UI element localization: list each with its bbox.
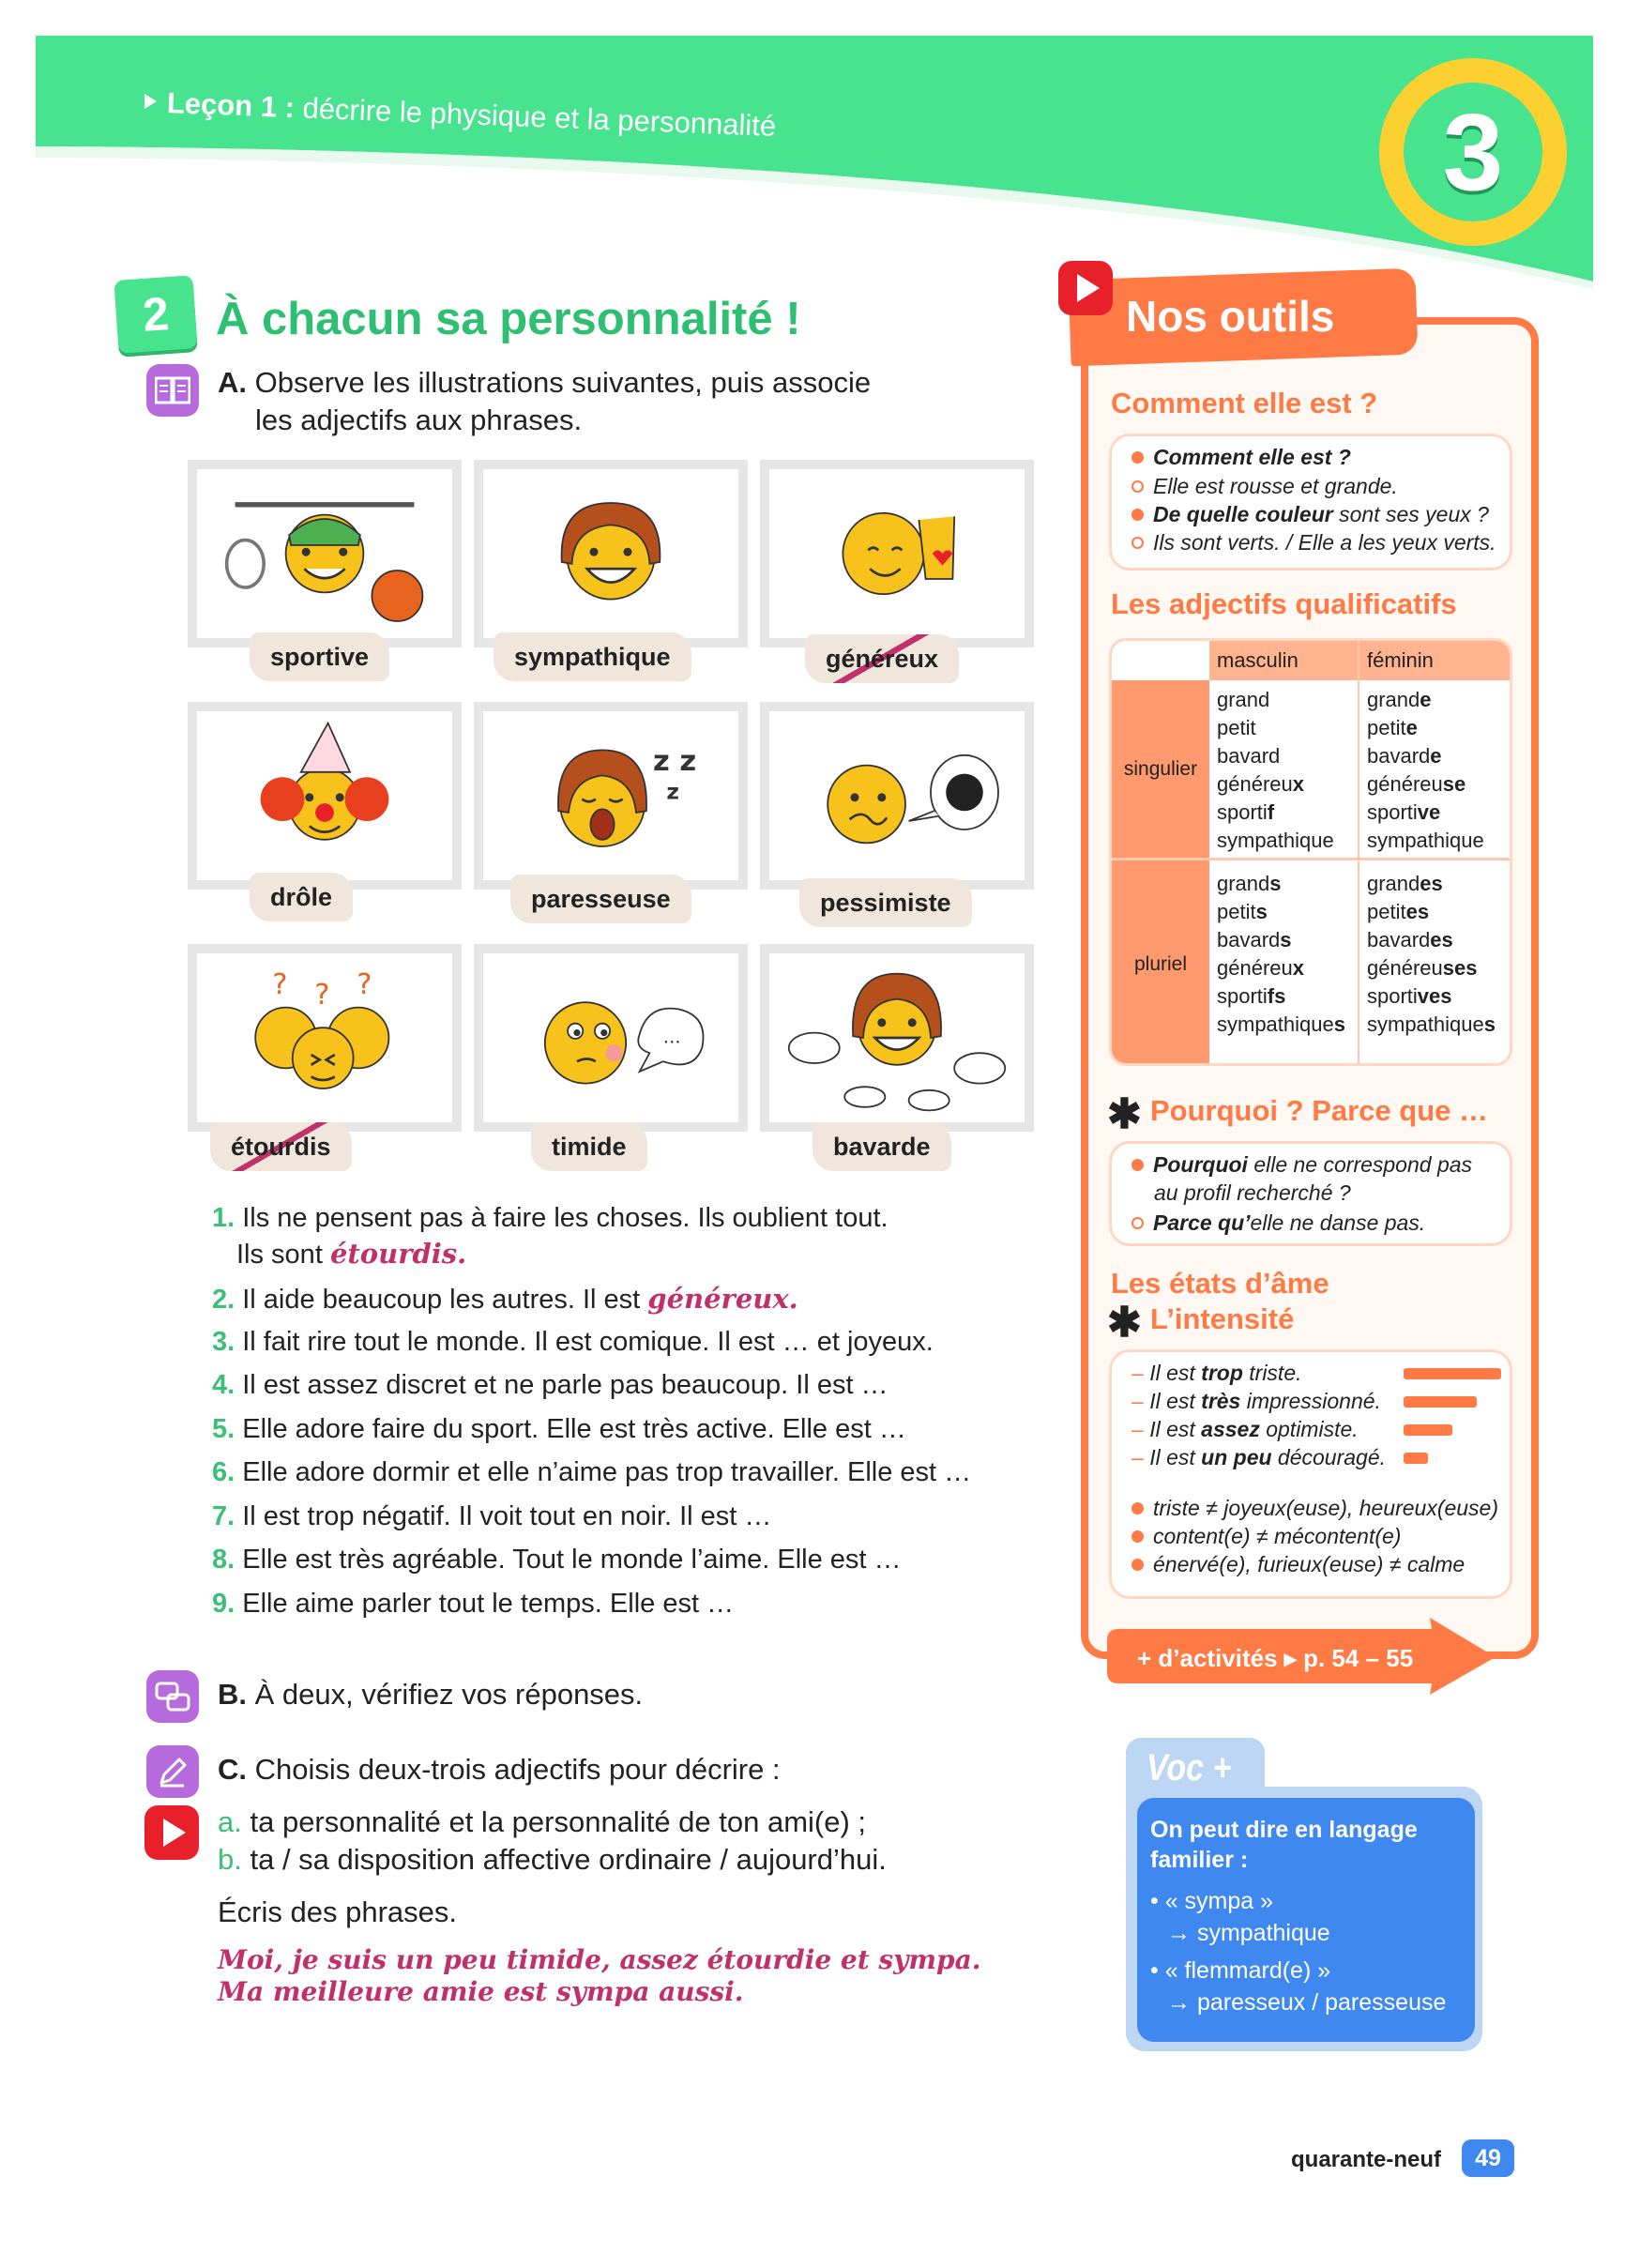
intensity-bar-4 (1404, 1453, 1428, 1464)
table-row-singulier: singulier (1112, 680, 1209, 859)
shy-face-icon (483, 953, 738, 1122)
adjective-form: grandes (1367, 872, 1443, 895)
lesson-label: Leçon 1 : (166, 86, 296, 125)
adjective-tag: sportive (250, 632, 389, 681)
section-title: À chacun sa personnalité ! (216, 294, 801, 344)
sentence-9: 9. Elle aime parler tout le temps. Elle est … (212, 1589, 735, 1619)
talkative-face-icon (769, 953, 1025, 1122)
pourquoi-line-1: Pourquoi elle ne correspond pas (1131, 1152, 1472, 1178)
svg-text:?: ? (272, 968, 288, 1002)
adjective-form: petits (1217, 900, 1268, 923)
adjective-tag: bavarde (812, 1122, 951, 1171)
adjective-tag: drôle (250, 873, 353, 921)
activity-a-line1: A. Observe les illustrations suivantes, puis associe (218, 366, 872, 399)
intensity-bar-2 (1404, 1396, 1477, 1408)
illustration-cell (474, 460, 748, 647)
pourquoi-line-3: Parce qu’elle ne danse pas. (1131, 1210, 1425, 1236)
header-banner (36, 36, 1593, 289)
adjective-form: sympathique (1367, 829, 1484, 852)
table-row-pluriel: pluriel (1112, 860, 1209, 1066)
intensite-heading: L’intensité (1150, 1302, 1295, 1335)
opposite-2: content(e) ≠ mécontent(e) (1131, 1524, 1401, 1549)
adjective-form: grands (1217, 872, 1282, 895)
sleepy-face-icon (483, 711, 738, 880)
adjective-form: sportives (1367, 984, 1452, 1008)
voc-meaning-2: → paresseux / paresseuse (1167, 1989, 1447, 2016)
comment-line-3: De quelle couleur sont ses yeux ? (1131, 502, 1489, 527)
adjective-form: bavarde (1367, 744, 1442, 768)
opposite-1: triste ≠ joyeux(euse), heureux(euse) (1131, 1496, 1498, 1521)
activity-a-line2: les adjectifs aux phrases. (255, 403, 583, 436)
intensity-bar-1 (1404, 1368, 1501, 1379)
answer-2: généreux. (647, 1283, 798, 1315)
sentence-1: 1. Ils ne pensent pas à faire les choses. Ils oublient tout. (212, 1203, 888, 1233)
example-line-1: Moi, je suis un peu timide, assez étourdie et sympa. (218, 1944, 981, 1975)
sentence-8: 8. Elle est très agréable. Tout le monde l’aime. Elle est … (212, 1545, 902, 1575)
video-play-icon[interactable] (144, 1805, 199, 1860)
adjective-form: généreuse (1367, 772, 1466, 796)
intensity-4: – Il est un peu découragé. (1131, 1445, 1387, 1469)
adjective-form: petit (1217, 716, 1256, 739)
sentence-4: 4. Il est assez discret et ne parle pas beaucoup. Il est … (212, 1370, 888, 1400)
activity-c-item-a: a. ta personnalité et la personnalité de ton ami(e) ; (218, 1805, 867, 1838)
adjectifs-heading: Les adjectifs qualificatifs (1111, 587, 1457, 620)
outils-play-icon[interactable] (1058, 261, 1113, 315)
adjective-form: bavards (1217, 928, 1292, 951)
voc-term-1: • « sympa » (1150, 1888, 1274, 1914)
athlete-face-icon (197, 469, 452, 638)
svg-text:?: ? (357, 968, 372, 1002)
adjective-form: sportifs (1217, 984, 1286, 1008)
adjectives-table (1109, 638, 1512, 1066)
adjective-form: grand (1217, 688, 1270, 711)
confused-faces-icon (197, 953, 452, 1122)
smiling-girl-face-icon (483, 469, 738, 638)
asterisk-icon: ✱ (1107, 1091, 1142, 1137)
adjective-tag: timide (531, 1122, 647, 1171)
adjective-form: généreuses (1367, 956, 1478, 980)
activity-c-write: Écris des phrases. (218, 1895, 457, 1928)
illustration-cell (188, 944, 462, 1132)
section-number: 2 (114, 275, 197, 354)
illustration-cell (188, 702, 462, 890)
adjective-form: généreux (1217, 772, 1304, 796)
intensity-2: – Il est très impressionné. (1131, 1389, 1381, 1413)
book-icon (146, 364, 199, 417)
adjective-form: sympathiques (1367, 1012, 1496, 1036)
activity-b: B. À deux, vérifiez vos réponses. (218, 1678, 644, 1711)
sentence-7: 7. Il est trop négatif. Il voit tout en noir. Il est … (212, 1501, 772, 1531)
adjective-form: généreux (1217, 956, 1304, 980)
intensity-1: – Il est trop triste. (1131, 1361, 1302, 1385)
comment-line-2: Elle est rousse et grande. (1131, 474, 1398, 499)
page-number-word: quarante-neuf (1291, 2147, 1442, 2172)
comment-line-4: Ils sont verts. / Elle a les yeux verts. (1131, 530, 1496, 556)
singular-masculine-list (1209, 686, 1334, 855)
adjective-tag: paresseuse (510, 875, 691, 923)
adjective-form: petites (1367, 900, 1430, 923)
asterisk-icon: ✱ (1107, 1300, 1142, 1346)
pourquoi-line-2: au profil recherché ? (1154, 1180, 1351, 1205)
example-line-2: Ma meilleure amie est sympa aussi. (218, 1976, 744, 2007)
voc-line-1: On peut dire en langage (1150, 1817, 1418, 1843)
adjective-tag: pessimiste (799, 878, 972, 927)
illustration-cell (474, 944, 748, 1132)
activity-c-item-b: b. ta / sa disposition affective ordinaire / aujourd’hui. (218, 1843, 887, 1876)
svg-text:z: z (666, 778, 680, 805)
clown-face-icon (197, 711, 452, 880)
plural-masculine-list (1209, 870, 1345, 1039)
more-activities-link[interactable]: + d’activités ▸ p. 54 – 55 (1137, 1644, 1414, 1672)
voc-term-2: • « flemmard(e) » (1150, 1957, 1331, 1984)
adjective-tag: sympathique (494, 632, 691, 681)
intensity-3: – Il est assez optimiste. (1131, 1417, 1359, 1441)
pair-work-icon (146, 1670, 199, 1723)
table-header-masculin: masculin (1209, 641, 1358, 680)
sentence-3: 3. Il fait rire tout le monde. Il est comique. Il est … et joyeux. (212, 1327, 934, 1357)
adjective-form: grande (1367, 688, 1432, 711)
lesson-subtitle: décrire le physique et la personnalité (301, 91, 777, 143)
illustration-cell (474, 702, 748, 890)
svg-text:?: ? (314, 979, 330, 1012)
adjective-form: bavardes (1367, 928, 1453, 951)
hand-heart-face-icon (769, 469, 1025, 638)
outils-title: Nos outils (1126, 292, 1335, 341)
opposite-3: énervé(e), furieux(euse) ≠ calme (1131, 1552, 1465, 1577)
answer-1: étourdis. (329, 1238, 467, 1270)
etats-heading: Les états d’âme (1111, 1267, 1329, 1300)
illustration-cell (760, 460, 1034, 647)
comment-heading: Comment elle est ? (1111, 387, 1378, 419)
adjective-form: petite (1367, 716, 1418, 739)
sentence-6: 6. Elle adore dormir et elle n’aime pas trop travailler. Elle est … (212, 1457, 972, 1487)
adjective-tag: généreux (805, 634, 959, 683)
adjective-form: bavard (1217, 744, 1281, 768)
sentence-2: 2. Il aide beaucoup les autres. Il est généreux. (212, 1283, 798, 1315)
illustration-cell (188, 460, 462, 647)
unit-number: 3 (1442, 91, 1504, 213)
intensity-bar-3 (1404, 1424, 1452, 1436)
sentence-5: 5. Elle adore faire du sport. Elle est très active. Elle est … (212, 1414, 906, 1444)
svg-text:z z: z z (653, 745, 697, 778)
voc-line-2: familier : (1150, 1847, 1249, 1873)
pourquoi-heading: Pourquoi ? Parce que … (1150, 1094, 1488, 1127)
pencil-icon (146, 1745, 199, 1798)
adjective-form: sympathiques (1217, 1012, 1345, 1036)
adjective-form: sportif (1217, 800, 1275, 824)
illustration-cell (760, 702, 1034, 890)
activity-c: C. Choisis deux-trois adjectifs pour décrire : (218, 1753, 781, 1786)
page-number: 49 (1462, 2139, 1514, 2177)
voc-meaning-1: → sympathique (1167, 1920, 1330, 1946)
adjective-form: sympathique (1217, 829, 1334, 852)
comment-line-1: Comment elle est ? (1131, 445, 1351, 470)
svg-text:...: ... (662, 1026, 681, 1048)
adjective-tag: étourdis (210, 1122, 352, 1171)
sentence-1-cont: Ils sont étourdis. (236, 1238, 467, 1270)
activity-a-letter: A. (218, 366, 247, 399)
singular-feminine-list (1359, 686, 1484, 855)
illustration-cell (760, 944, 1034, 1132)
adjective-form: sportive (1367, 800, 1441, 824)
gloomy-face-icon (769, 711, 1025, 880)
lesson-arrow-icon (144, 94, 157, 109)
table-header-feminin: féminin (1359, 641, 1512, 680)
plural-feminine-list (1359, 870, 1496, 1039)
voc-title: Voc + (1147, 1747, 1232, 1789)
